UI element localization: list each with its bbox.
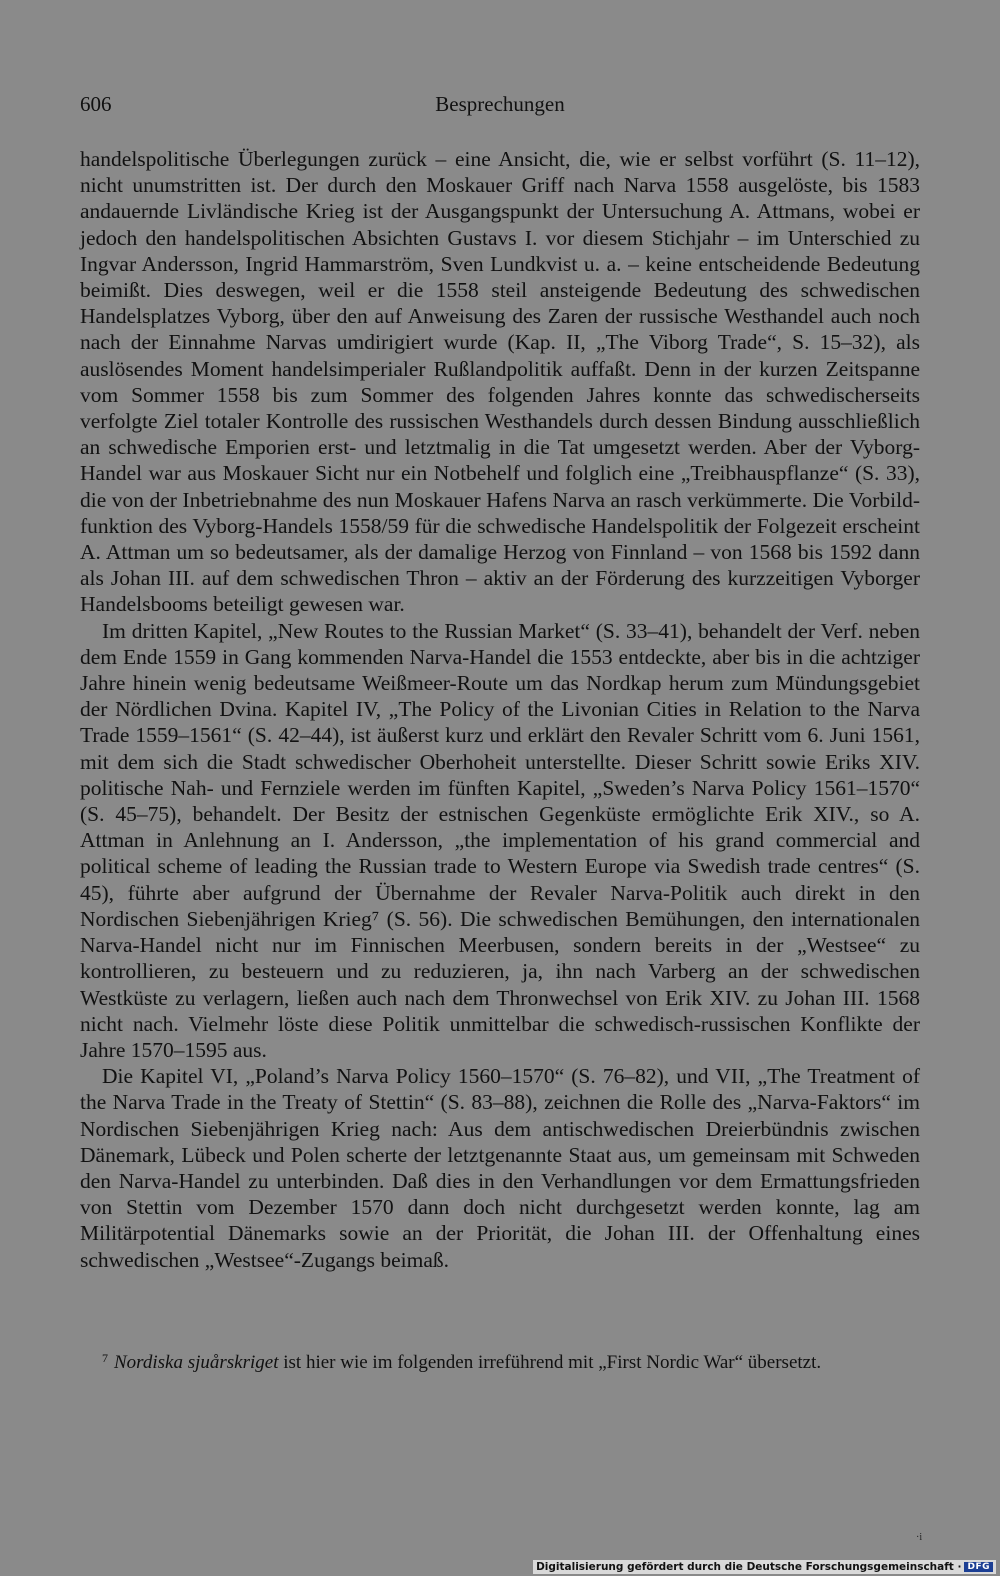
section-title: Besprechungen	[435, 92, 565, 116]
credit-text: Digitalisierung gefördert durch die Deutsche Forschungsgemeinschaft ·	[536, 1561, 962, 1573]
digitization-credit	[533, 1560, 996, 1574]
page-mark: ·i	[916, 1532, 923, 1543]
footnote-text: ist hier wie im folgenden irreführend mit „First Nordic War“ übersetzt.	[278, 1352, 822, 1373]
footnote-italic-term: Nordiska sjuårskriget	[114, 1352, 279, 1373]
paragraph-3: Die Kapitel VI, „Poland’s Narva Policy 1560–1570“ (S. 76–82), und VII, „The Treatment of the Narva Trade in the Treaty of Stettin“ (S. 83–88), zeichnen die Rolle des „Narva-Faktors“ im Nordischen Siebenjährigen Krieg nach: Aus dem antischwedischen Dreierbündnis zwischen Dänemark, Lübeck und Polen scherte der letztgenannte Staat aus, um gemeinsam mit Schweden den Narva-Handel zu unterbinden. Daß dies in den Verhandlungen vor dem Ermattungsfrieden von Stettin vom Dezember 1570 dann doch nicht durchgesetzt werden konnte, lag am Militärpotential Dänemarks sowie an der Priorität, die Johan III. der Offenhaltung eines schwedischen „Westsee“-Zugangs beimaß.	[80, 1064, 920, 1272]
paragraph-1: handelspolitische Überlegungen zurück – eine Ansicht, die, wie er selbst vorführt (S. 11–12), nicht unumstritten ist. Der durch den Moskauer Griff nach Narva 1558 ausgelöste, bis 1583 andauernde Livländische Krieg ist der Ausgangspunkt der Untersuchung A. Attmans, wobei er jedoch den handelspolitischen Absichten Gustavs I. vor diesem Stichjahr – im Unterschied zu Ingvar Andersson, Ingrid Hammarström, Sven Lundkvist u. a. – keine entscheidende Bedeutung beimißt. Dies deswegen, weil er die 1558 steil ansteigende Bedeutung des schwedischen Handelsplatzes Vyborg, über den auf Anweisung des Zaren der russische Westhandel auch noch nach der Einnahme Narvas umdirigiert wurde (Kap. II, „The Viborg Trade“, S. 15–32), als auslösendes Moment handelsimperialer Rußlandpolitik auffaßt. Denn in der kurzen Zeitspanne vom Sommer 1558 bis zum Sommer des folgenden Jahres konnte das schwedischerseits verfolgte Ziel totaler Kontrolle des russischen Westhandels durch dessen Bindung ausschließlich an schwedische Emporien erst- und letztmalig in die Tat umgesetzt werden. Aber der Vyborg-Handel war aus Moskauer Sicht nur ein Notbehelf und folglich eine „Treibhauspflanze“ (S. 33), die von der Inbetriebnahme des nun Moskauer Hafens Narva an rasch verkümmerte. Die Vorbildfunktion des Vyborg-Handels 1558/59 für die schwedische Handelspolitik der Folgezeit erscheint A. Attman um so bedeutsamer, als der damalige Herzog von Finnland – von 1568 bis 1592 dann als Johan III. auf dem schwedischen Thron – aktiv an der Förderung des kurzzeitigen Vyborger Handelsbooms beteiligt gewesen war.	[80, 147, 920, 617]
footnote	[80, 1346, 920, 1375]
running-head	[80, 92, 920, 122]
body-text	[80, 146, 920, 1273]
footnote-number: 7	[102, 1351, 108, 1365]
dfg-logo-icon: DFG	[964, 1562, 993, 1572]
page-number: 606	[80, 92, 112, 116]
paragraph-2: Im dritten Kapitel, „New Routes to the Russian Market“ (S. 33–41), behandelt der Verf. neben dem Ende 1559 in Gang kommenden Narva-Handel die 1553 entdeckte, aber bis in die achtziger Jahre hinein wenig bedeutsame Weißmeer-Route um das Nordkap herum zum Mündungsgebiet der Nördlichen Dvina. Kapitel IV, „The Policy of the Livonian Cities in Relation to the Narva Trade 1559–1561“ (S. 42–44), ist äußerst kurz und erklärt den Revaler Schritt vom 6. Juni 1561, mit dem sich die Stadt schwedischer Oberhoheit unterstellte. Dieser Schritt sowie Eriks XIV. politische Nah- und Fernziele werden im fünften Kapitel, „Sweden’s Narva Policy 1561–1570“ (S. 45–75), behandelt. Der Besitz der estnischen Gegenküste ermöglichte Erik XIV., so A. Attman in Anlehnung an I. Andersson, „the implementation of his grand commercial and political scheme of leading the Russian trade to Western Europe via Swedish trade centres“ (S. 45), führte aber aufgrund der Übernahme der Revaler Narva-Politik auch direkt in den Nordischen Siebenjährigen Krieg⁷ (S. 56). Die schwedischen Bemühungen, den internationalen Narva-Handel nicht nur im Finnischen Meerbusen, sondern bereits in der „Westsee“ zu kontrollieren, zu besteuern und zu reduzieren, ja, ihn nach Varberg an der schwedischen Westküste zu verlagern, ließen auch nach dem Thronwechsel von Erik XIV. zu Johan III. 1568 nicht nach. Vielmehr löste diese Politik unmittelbar die schwedisch-russischen Konflikte der Jahre 1570–1595 aus.	[80, 618, 920, 1062]
